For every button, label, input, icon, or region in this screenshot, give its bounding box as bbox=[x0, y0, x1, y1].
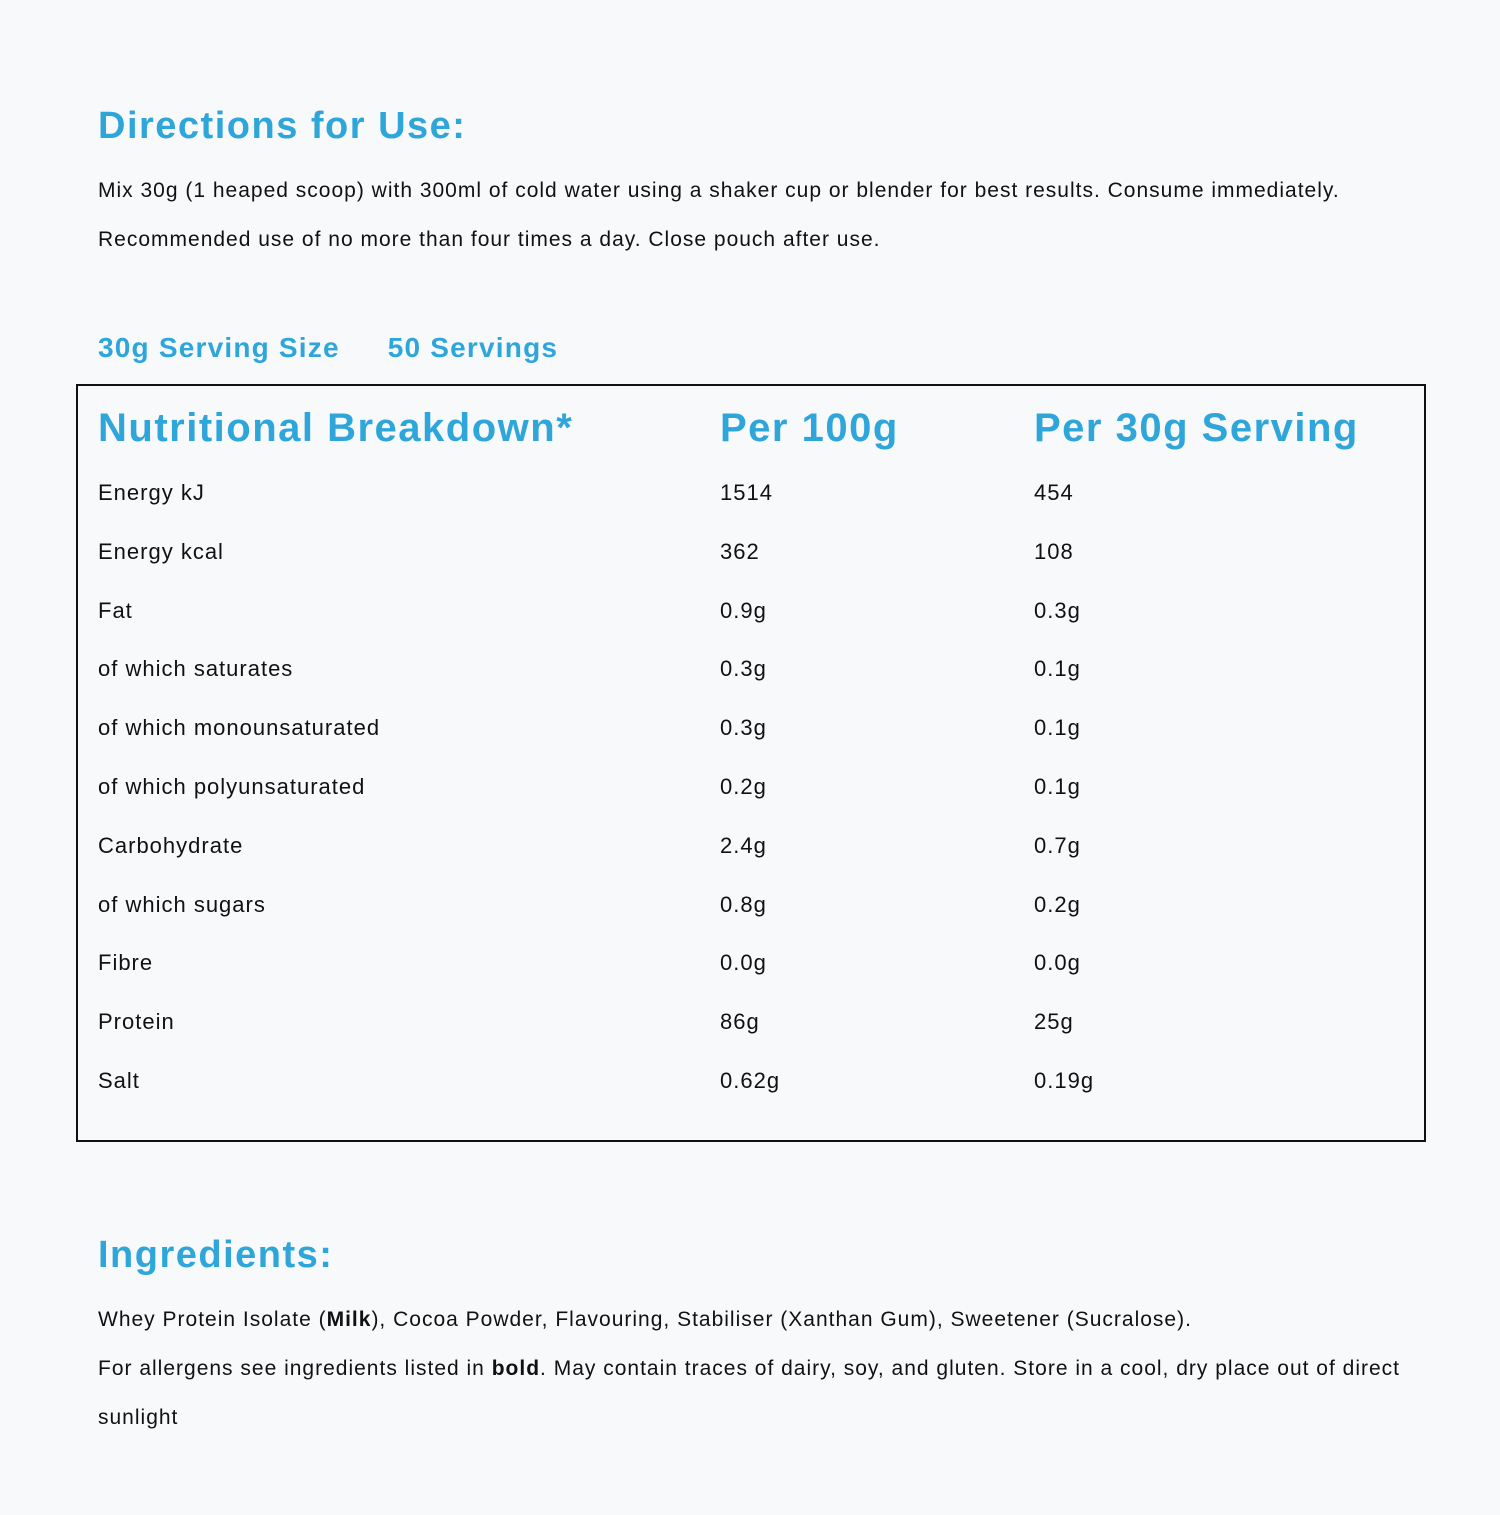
per-serving-value: 0.2g bbox=[1034, 892, 1081, 917]
nutrition-table bbox=[76, 384, 1426, 1142]
nutrient-name: of which sugars bbox=[98, 892, 266, 917]
ingredients-list-text-rest: ), Cocoa Powder, Flavouring, Stabiliser (Xanthan Gum), Sweetener (Sucralose). bbox=[371, 1308, 1192, 1331]
allergen-note-bold: bold bbox=[491, 1357, 541, 1380]
per-100g-value: 0.3g bbox=[720, 715, 767, 740]
table-row bbox=[78, 1011, 1424, 1041]
table-row bbox=[78, 658, 1424, 688]
per-100g-value: 0.8g bbox=[720, 892, 767, 917]
ingredients-list bbox=[98, 1295, 1428, 1344]
per-100g-value: 86g bbox=[720, 1009, 760, 1034]
per-serving-value: 0.1g bbox=[1034, 656, 1081, 681]
per-serving-value: 25g bbox=[1034, 1009, 1074, 1034]
per-serving-value: 0.1g bbox=[1034, 774, 1081, 799]
per-100g-value: 0.9g bbox=[720, 598, 767, 623]
nutrition-table-header bbox=[78, 408, 1424, 454]
header-nutrient: Nutritional Breakdown* bbox=[98, 406, 574, 450]
allergen-note-text-rest: . May contain traces of dairy, soy, and gluten. Store in a cool, dry place out of direct sunlight bbox=[98, 1357, 1400, 1429]
directions-heading: Directions for Use: bbox=[98, 105, 467, 147]
table-row bbox=[78, 894, 1424, 924]
table-row bbox=[78, 541, 1424, 571]
per-serving-value: 454 bbox=[1034, 480, 1074, 505]
per-serving-value: 0.1g bbox=[1034, 715, 1081, 740]
nutrient-name: Fat bbox=[98, 598, 133, 623]
table-row bbox=[78, 835, 1424, 865]
table-row bbox=[78, 952, 1424, 982]
per-serving-value: 108 bbox=[1034, 539, 1074, 564]
per-serving-value: 0.3g bbox=[1034, 598, 1081, 623]
per-100g-value: 362 bbox=[720, 539, 760, 564]
table-row bbox=[78, 482, 1424, 512]
per-100g-value: 0.0g bbox=[720, 950, 767, 975]
allergen-note-text: For allergens see ingredients listed in bbox=[98, 1357, 492, 1380]
table-row bbox=[78, 717, 1424, 747]
per-serving-value: 0.7g bbox=[1034, 833, 1081, 858]
per-100g-value: 0.62g bbox=[720, 1068, 781, 1093]
serving-info bbox=[98, 334, 558, 362]
allergen-milk: Milk bbox=[326, 1308, 372, 1331]
header-per-serving: Per 30g Serving bbox=[1034, 406, 1359, 450]
ingredients-text bbox=[98, 1295, 1428, 1442]
table-row bbox=[78, 600, 1424, 630]
nutrient-name: Protein bbox=[98, 1009, 175, 1034]
directions-text: Mix 30g (1 heaped scoop) with 300ml of cold water using a shaker cup or blender for best results. Consume immediately. Recommended use of no more than four times a day. Close pouch after use. bbox=[98, 179, 1340, 251]
nutrient-name: Fibre bbox=[98, 950, 154, 975]
table-row bbox=[78, 1070, 1424, 1100]
nutrient-name: Energy kcal bbox=[98, 539, 224, 564]
ingredients-heading: Ingredients: bbox=[98, 1234, 334, 1276]
per-100g-value: 0.2g bbox=[720, 774, 767, 799]
nutrient-name: of which monounsaturated bbox=[98, 715, 381, 740]
nutrient-name: Salt bbox=[98, 1068, 140, 1093]
allergen-note bbox=[98, 1344, 1428, 1442]
table-row bbox=[78, 776, 1424, 806]
serving-size: 30g Serving Size bbox=[98, 332, 340, 363]
per-serving-value: 0.0g bbox=[1034, 950, 1081, 975]
ingredients-list-text: Whey Protein Isolate ( bbox=[98, 1308, 327, 1331]
per-100g-value: 0.3g bbox=[720, 656, 767, 681]
per-100g-value: 1514 bbox=[720, 480, 773, 505]
per-serving-value: 0.19g bbox=[1034, 1068, 1095, 1093]
header-per-100g: Per 100g bbox=[720, 406, 899, 450]
nutrient-name: of which saturates bbox=[98, 656, 294, 681]
nutrient-name: Carbohydrate bbox=[98, 833, 244, 858]
per-100g-value: 2.4g bbox=[720, 833, 767, 858]
nutrient-name: Energy kJ bbox=[98, 480, 205, 505]
servings-count: 50 Servings bbox=[387, 332, 559, 363]
nutrient-name: of which polyunsaturated bbox=[98, 774, 366, 799]
